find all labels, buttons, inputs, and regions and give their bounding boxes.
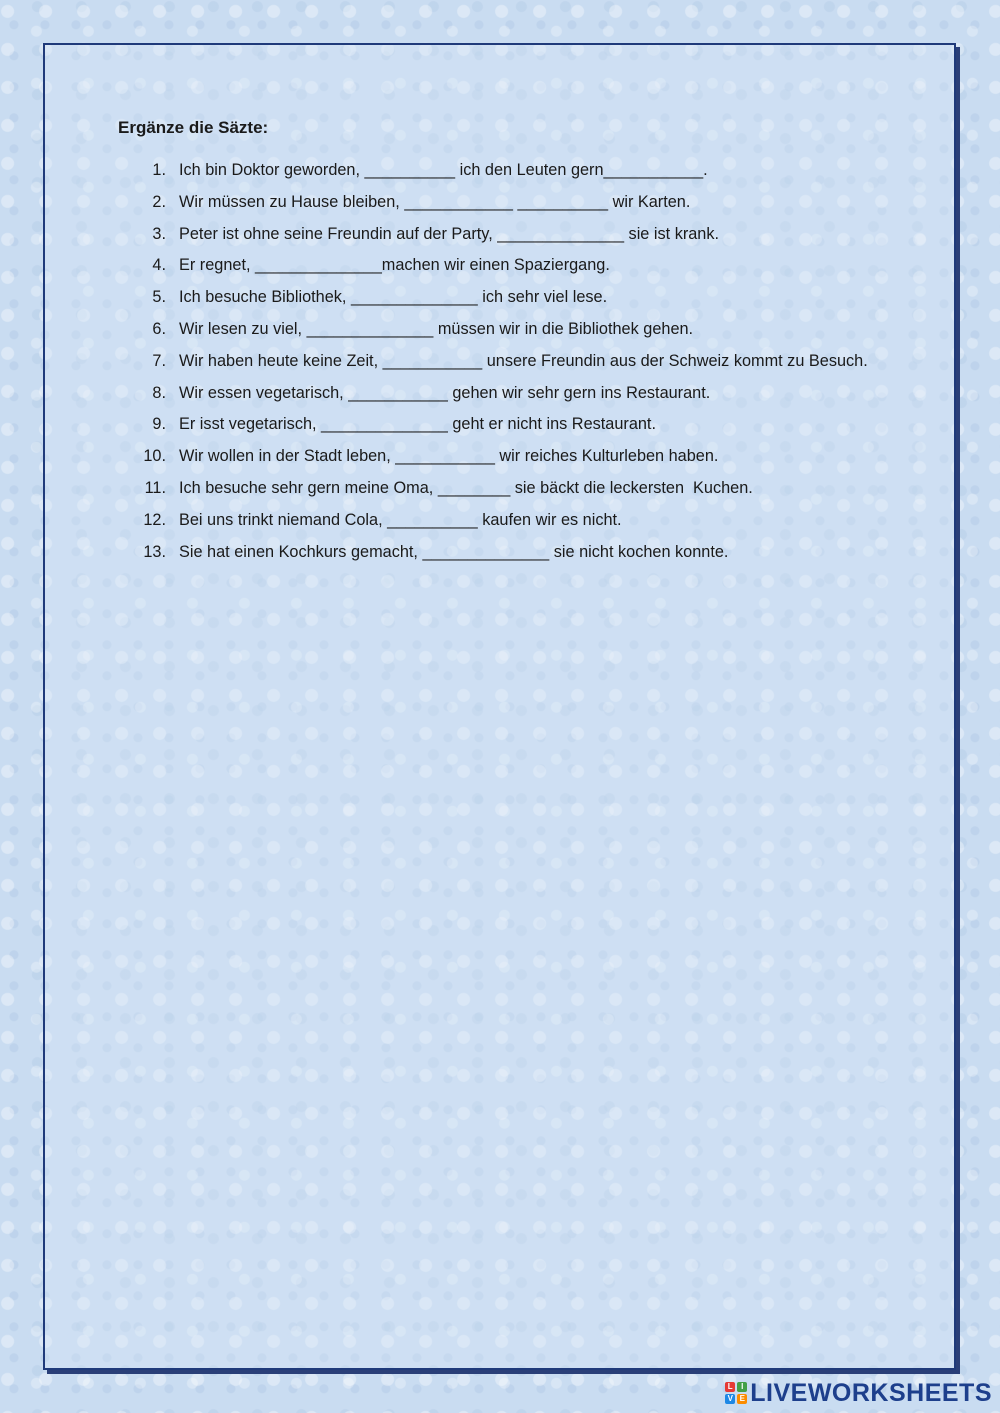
- logo-mark-icon: [725, 1382, 747, 1404]
- item-text: Ich bin Doktor geworden, __________ ich den Leuten gern___________.: [179, 161, 708, 179]
- liveworksheets-logo[interactable]: [725, 1379, 992, 1407]
- item-text: Bei uns trinkt niemand Cola, __________ kaufen wir es nicht.: [179, 510, 622, 529]
- exercise-item: [118, 155, 898, 187]
- exercise-item: [118, 537, 898, 569]
- item-number: 3.: [152, 224, 166, 243]
- item-number: 10.: [143, 447, 166, 466]
- exercise-item: [118, 441, 898, 473]
- item-number: 9.: [152, 415, 166, 434]
- item-number: 2.: [152, 192, 166, 211]
- exercise-item: [118, 378, 898, 410]
- exercise-item: [118, 250, 898, 282]
- item-number: 6.: [152, 319, 166, 338]
- worksheet-content: [118, 118, 898, 568]
- item-number: 7.: [152, 351, 166, 370]
- exercise-item: [118, 187, 898, 219]
- item-text: Wir essen vegetarisch, ___________ gehen wir sehr gern ins Restaurant.: [179, 383, 711, 402]
- item-number: 12.: [143, 510, 166, 529]
- exercise-item: [118, 346, 898, 378]
- item-number: 13.: [143, 542, 166, 561]
- item-number: 1.: [152, 161, 166, 179]
- logo-text: LIVEWORKSHEETS: [750, 1378, 992, 1407]
- item-text: Wir wollen in der Stadt leben, ___________ wir reiches Kulturleben haben.: [179, 447, 719, 466]
- item-text: Ich besuche sehr gern meine Oma, ________ sie bäckt die leckersten Kuchen.: [179, 478, 753, 497]
- item-text: Peter ist ohne seine Freundin auf der Party, ______________ sie ist krank.: [179, 224, 720, 243]
- item-text: Wir müssen zu Hause bleiben, ____________ __________ wir Karten.: [179, 192, 691, 211]
- logo-letter: V: [725, 1394, 735, 1404]
- logo-letter: L: [725, 1382, 735, 1392]
- item-number: 4.: [152, 256, 166, 275]
- item-number: 5.: [152, 288, 166, 307]
- item-text: Sie hat einen Kochkurs gemacht, ______________ sie nicht kochen konnte.: [179, 542, 729, 561]
- item-number: 11.: [144, 478, 166, 497]
- item-text: Er isst vegetarisch, ______________ geht er nicht ins Restaurant.: [179, 415, 656, 434]
- item-text: Wir lesen zu viel, ______________ müssen wir in die Bibliothek gehen.: [179, 319, 694, 338]
- exercise-item: [118, 314, 898, 346]
- exercise-list: [118, 155, 898, 568]
- exercise-item: [118, 409, 898, 441]
- item-text: Wir haben heute keine Zeit, ___________ unsere Freundin aus der Schweiz kommt zu Besuch.: [179, 351, 868, 370]
- exercise-item: [118, 219, 898, 251]
- exercise-item: [118, 473, 898, 505]
- item-number: 8.: [152, 383, 166, 402]
- exercise-item: [118, 282, 898, 314]
- item-text: Ich besuche Bibliothek, ______________ ich sehr viel lese.: [179, 288, 608, 307]
- exercise-item: [118, 505, 898, 537]
- worksheet-title: Ergänze die Säzte:: [118, 118, 269, 137]
- logo-letter: E: [737, 1394, 747, 1404]
- logo-letter: I: [737, 1382, 747, 1392]
- item-text: Er regnet, ______________machen wir einen Spaziergang.: [179, 256, 610, 275]
